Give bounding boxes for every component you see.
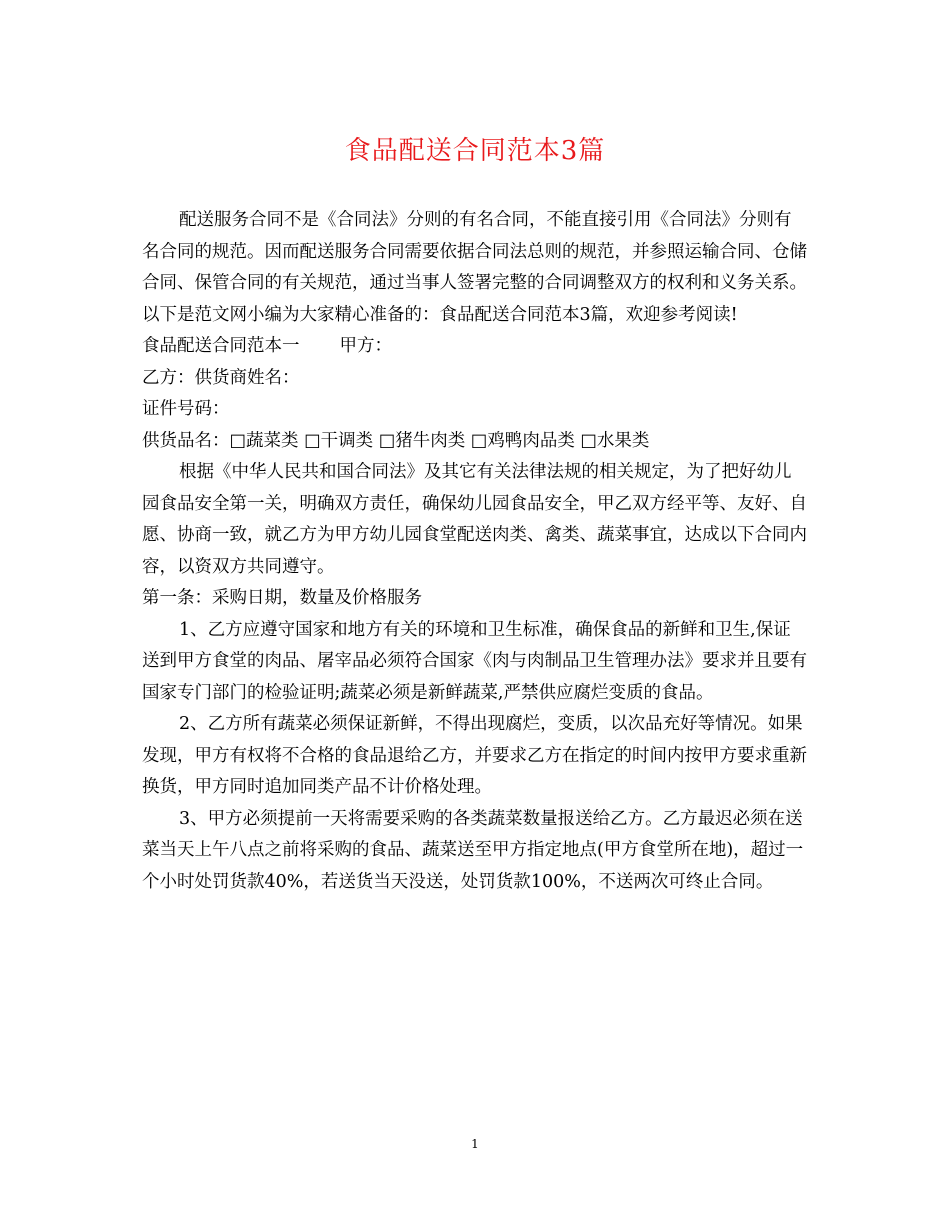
intro-paragraph: 配送服务合同不是《合同法》分则的有名合同，不能直接引用《合同法》分则有名合同的规范。因而配送服务合同需要依据合同法总则的规范，并参照运输合同、仓储合同、保管合同的有关规范，通过当事人签署完整的合同调整双方的权利和义务关系。以下是范文网小编为大家精心准备的：食品配送合同范本3篇，欢迎参考阅读! (142, 210, 807, 325)
party-b-field: 乙方：供货商姓名： (142, 367, 300, 388)
goods-field: 供货品名：□蔬菜类 □干调类 □猪牛肉类 □鸡鸭肉品类 □水果类 (142, 430, 650, 451)
contract-heading: 食品配送合同范本一 (142, 336, 300, 356)
document-title: 食品配送合同范本3篇 (344, 136, 606, 166)
clause-1-paragraph: 1、乙方应遵守国家和地方有关的环境和卫生标准，确保食品的新鲜和卫生,保证送到甲方食堂的肉品、屠宰品必须符合国家《肉与肉制品卫生管理办法》要求并且要有国家专门部门的检验证明;蔬菜必须是新鲜蔬菜,严禁供应腐烂变质的食品。 (142, 619, 807, 703)
party-a-label: 甲方： (339, 336, 392, 356)
clause-2-paragraph: 2、乙方所有蔬菜必须保证新鲜，不得出现腐烂，变质，以次品充好等情况。如果发现，甲方有权将不合格的食品退给乙方，并要求乙方在指定的时间内按甲方要求重新换货，甲方同时追加同类产品不计价格处理。 (142, 714, 807, 797)
page-number: 1 (471, 1137, 479, 1151)
preamble-paragraph: 根据《中华人民共和国合同法》及其它有关法律法规的相关规定，为了把好幼儿园食品安全第一关，明确双方责任，确保幼儿园食品安全，甲乙双方经平等、友好、自愿、协商一致，就乙方为甲方幼儿园食堂配送肉类、禽类、蔬菜事宜，达成以下合同内容，以资双方共同遵守。 (142, 462, 807, 577)
article-1-title: 第一条：采购日期，数量及价格服务 (142, 588, 422, 608)
clause-3-paragraph: 3、甲方必须提前一天将需要采购的各类蔬菜数量报送给乙方。乙方最迟必须在送菜当天上午八点之前将采购的食品、蔬菜送至甲方指定地点(甲方食堂所在地)，超过一个小时处罚货款40%，若送货当天没送，处罚货款100%，不送两次可终止合同。 (142, 808, 804, 892)
id-number-field: 证件号码： (142, 399, 230, 419)
document-body (142, 205, 808, 898)
contract-heading-row (142, 331, 808, 363)
